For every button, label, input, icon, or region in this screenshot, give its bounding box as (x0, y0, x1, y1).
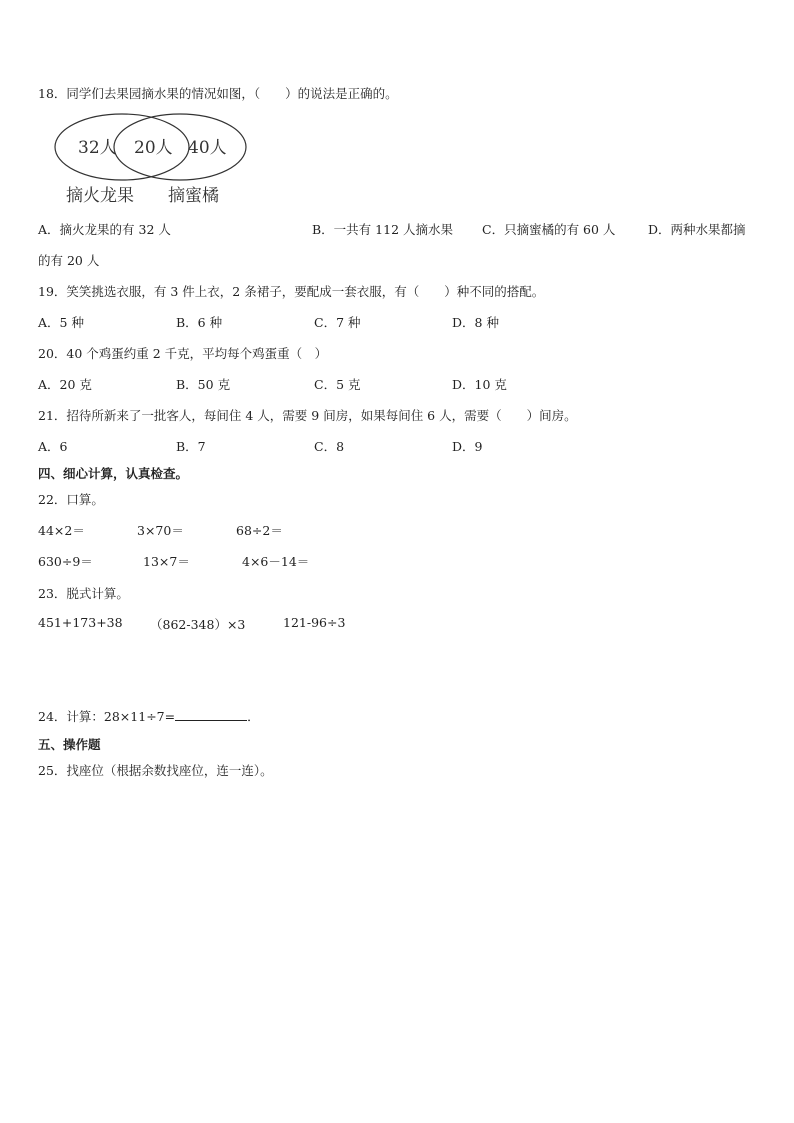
q20-option-c: C．5 克 (314, 377, 361, 392)
q18-stem: 18．同学们去果园摘水果的情况如图，（ ）的说法是正确的。 (38, 86, 398, 101)
venn-right-count: 40人 (188, 138, 227, 158)
q22-item-3: 68÷2＝ (236, 523, 283, 538)
q19-option-c: C．7 种 (314, 315, 361, 330)
venn-right-label: 摘蜜橘 (168, 186, 219, 206)
q20-stem: 20．40 个鸡蛋约重 2 千克，平均每个鸡蛋重（ ） (38, 346, 328, 361)
q22-item-6: 4×6－14＝ (242, 554, 310, 569)
q24-line (38, 707, 260, 725)
q23-item-3: 121-96÷3 (283, 615, 346, 630)
venn-overlap-count: 20人 (134, 138, 173, 158)
q22-item-1: 44×2＝ (38, 523, 85, 538)
q21-option-d: D．9 (452, 439, 483, 454)
q21-stem: 21．招待所新来了一批客人，每间住 4 人，需要 9 间房，如果每间住 6 人，需要（ ）间房。 (38, 408, 577, 423)
q24-prefix: 24．计算：28×11÷7= (38, 709, 176, 724)
q18-option-c: C．只摘蜜橘的有 60 人 (482, 222, 616, 237)
q19-option-d: D．8 种 (452, 315, 499, 330)
venn-left-count: 32人 (78, 138, 117, 158)
venn-left-label: 摘火龙果 (66, 186, 134, 206)
section-4-heading: 四、细心计算，认真检查。 (38, 466, 189, 481)
q22-stem: 22．口算。 (38, 492, 104, 507)
q22-item-4: 630÷9＝ (38, 554, 93, 569)
q23-stem: 23．脱式计算。 (38, 586, 129, 601)
q21-option-c: C．8 (314, 439, 345, 454)
q20-option-b: B．50 克 (176, 377, 231, 392)
q24-answer-blank[interactable] (175, 708, 247, 721)
q21-option-a: A．6 (38, 439, 68, 454)
q19-stem: 19．笑笑挑选衣服，有 3 件上衣，2 条裙子，要配成一套衣服，有（ ）种不同的搭配。 (38, 284, 545, 299)
q18-option-d: D．两种水果都摘 (648, 222, 746, 237)
q20-option-d: D．10 克 (452, 377, 507, 392)
q18-option-a: A．摘火龙果的有 32 人 (38, 222, 171, 237)
section-5-heading: 五、操作题 (38, 737, 101, 752)
q25-stem: 25．找座位（根据余数找座位，连一连）。 (38, 763, 273, 778)
q18-option-b: B．一共有 112 人摘水果 (312, 222, 453, 237)
q22-item-5: 13×7＝ (143, 554, 190, 569)
q18-option-d-continued: 的有 20 人 (38, 253, 100, 268)
venn-diagram (50, 110, 255, 210)
q23-item-2: （862-348）×3 (150, 617, 246, 632)
q23-item-1: 451+173+38 (38, 615, 123, 630)
q24-suffix: ． (247, 709, 260, 724)
q19-option-a: A．5 种 (38, 315, 84, 330)
q20-option-a: A．20 克 (38, 377, 92, 392)
q19-option-b: B．6 种 (176, 315, 223, 330)
q21-option-b: B．7 (176, 439, 206, 454)
q22-item-2: 3×70＝ (137, 523, 184, 538)
